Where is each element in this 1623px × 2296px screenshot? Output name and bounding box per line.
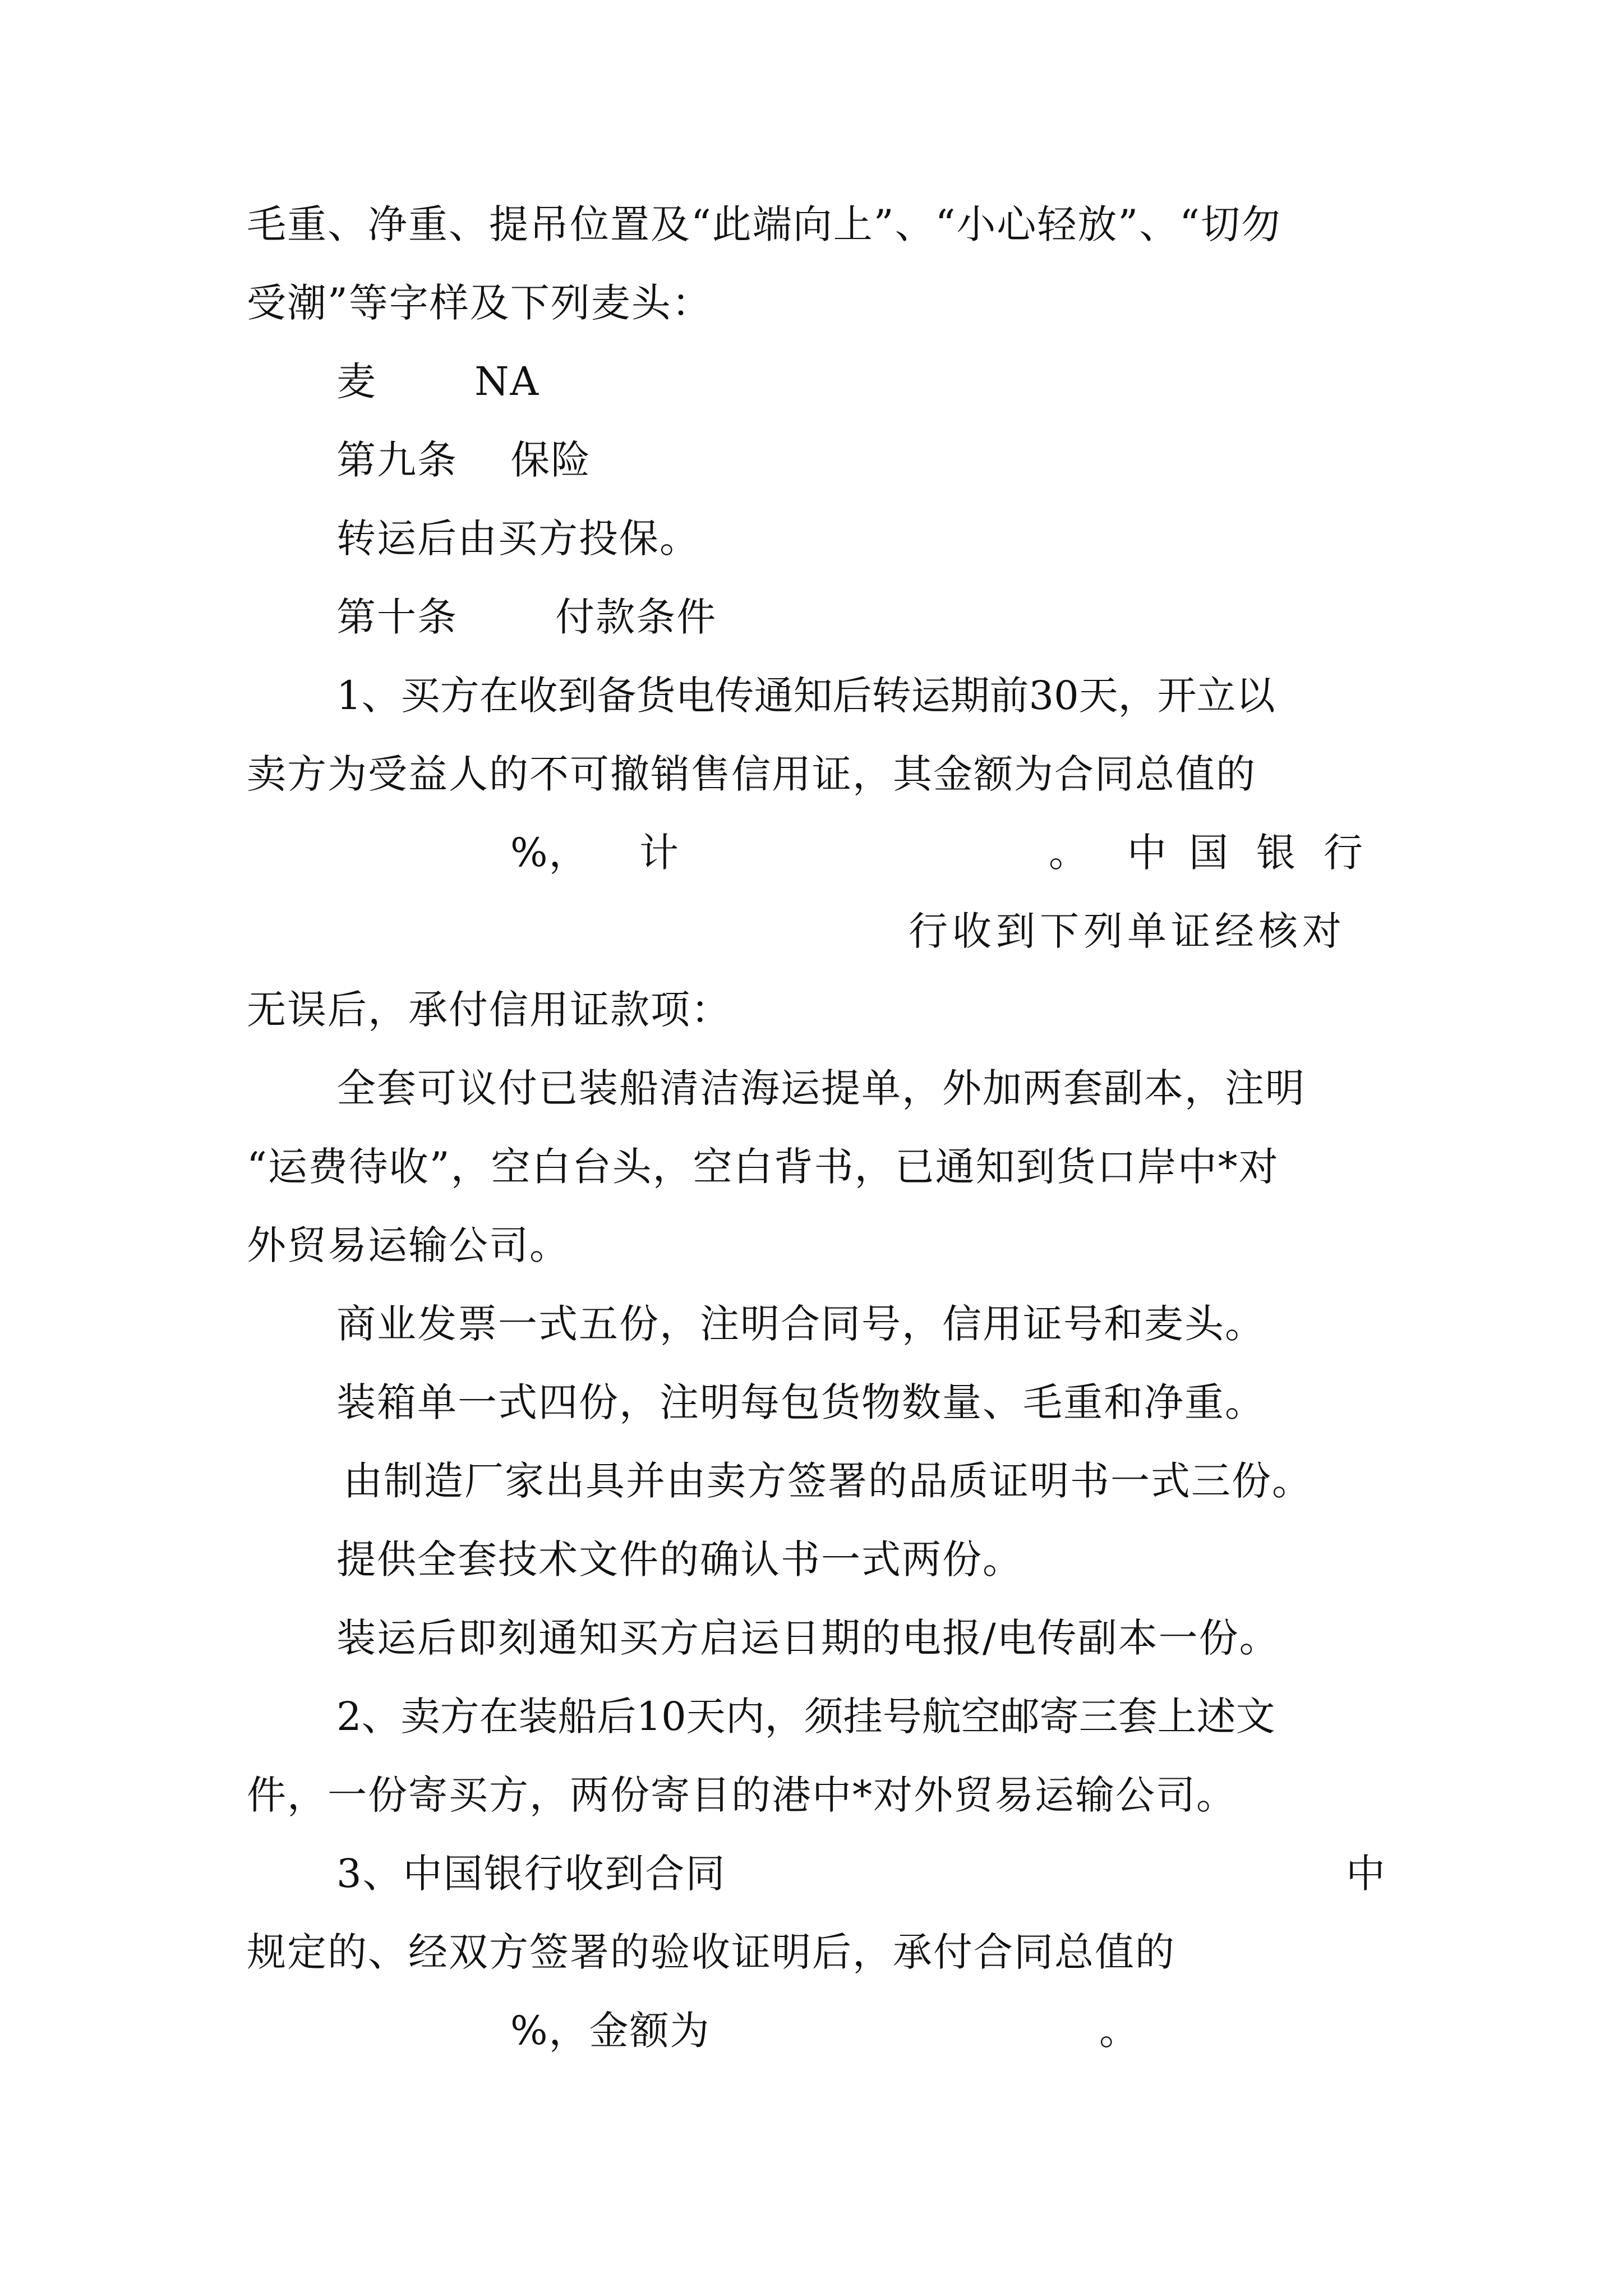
text-line-2 [247,269,1380,337]
clause-3-line-1-start: 3、中国银行收到合同 [336,1851,726,1897]
bank-char-4: 行 [1324,830,1364,876]
bank-char-3: 银 [1256,830,1297,876]
documents-received-text: 行收到下列单证经核对 [909,908,1346,954]
clause-3-line-3 [247,1997,1380,2064]
doc-item-bill-of-lading-1 [336,1055,1380,1122]
article-9-title: 保险 [510,437,592,483]
article-10-heading [336,583,1380,651]
article-10-number: 第十条 [336,594,458,640]
clause-2-line-1-content: 2、卖方在装船后10天内，须挂号航空邮寄三套上述文 [336,1694,1275,1740]
clause-1-line-2 [247,740,1380,808]
clause-1-line-5-content: 无误后，承付信用证款项： [247,987,731,1033]
doc-item-invoice-content: 商业发票一式五份，注明合同号，信用证号和麦头。 [336,1301,1265,1347]
clause-1-line-4 [247,898,1380,965]
doc-item-bill-of-lading-3-content: 外贸易运输公司。 [247,1222,570,1268]
bank-char-1: 中 [1127,830,1168,876]
clause-3-line-1-end: 中 [1346,1851,1386,1897]
clause-3-full-stop: 。 [1099,2008,1140,2054]
doc-item-shipment-notice-content: 装运后即刻通知买方启运日期的电报/电传副本一份。 [336,1615,1280,1661]
article-10-title: 付款条件 [555,594,717,640]
shipping-mark-value: NA [474,358,540,404]
clause-3-amount-label: %，金额为 [510,2008,711,2054]
clause-2-line-2-content: 件，一份寄买方，两份寄目的港中*对外贸易运输公司。 [247,1772,1237,1818]
doc-item-bill-of-lading-2 [247,1133,1380,1200]
insurance-text-content: 转运后由买方投保。 [336,516,700,562]
clause-1-line-1-content: 1、买方在收到备货电传通知后转运期前30天，开立以 [336,673,1275,719]
doc-item-technical-docs-content: 提供全套技术文件的确认书一式两份。 [336,1536,1023,1582]
shipping-mark-line [336,348,1380,415]
amount-blank-label: 计 [639,830,680,876]
doc-item-bill-of-lading-1-content: 全套可议付已装船清洁海运提单，外加两套副本，注明 [336,1065,1306,1111]
text-line-1-content: 毛重、净重、提吊位置及“此端向上”、“小心轻放”、“切勿 [247,201,1281,247]
clause-3-line-2-content: 规定的、经双方签署的验收证明后，承付合同总值的 [247,1929,1175,1975]
doc-item-bill-of-lading-2-content: “运费待收”，空白台头，空白背书，已通知到货口岸中*对 [247,1144,1279,1190]
shipping-mark-label: 麦 [336,358,377,404]
insurance-text [336,505,1380,572]
clause-2-line-1 [336,1683,1380,1750]
clause-3-line-1 [336,1840,1386,1907]
doc-item-technical-docs [336,1526,1380,1593]
clause-1-line-2-content: 卖方为受益人的不可撤销售信用证，其金额为合同总值的 [247,751,1256,797]
doc-item-invoice [336,1290,1380,1358]
clause-1-line-5 [247,976,1380,1043]
percent-blank-label: %， [510,830,589,876]
article-9-heading [336,426,1380,494]
text-line-1 [247,191,1380,258]
article-9-number: 第九条 [336,437,458,483]
text-line-2-content: 受潮”等字样及下列麦头： [247,280,712,326]
doc-item-quality-certificate-content: 由制造厂家出具并由卖方签署的品质证明书一式三份。 [343,1458,1312,1504]
doc-item-packing-list [336,1369,1380,1436]
doc-item-shipment-notice [336,1604,1380,1672]
doc-item-quality-certificate [343,1447,1386,1515]
bank-char-2: 国 [1189,830,1229,876]
clause-1-line-3 [247,819,1380,886]
clause-1-line-1 [336,662,1380,729]
clause-2-line-2 [247,1761,1380,1829]
doc-item-bill-of-lading-3 [247,1212,1380,1279]
doc-item-packing-list-content: 装箱单一式四份，注明每包货物数量、毛重和净重。 [336,1379,1265,1425]
clause-3-line-2 [247,1918,1380,1986]
full-stop: 。 [1049,830,1089,876]
